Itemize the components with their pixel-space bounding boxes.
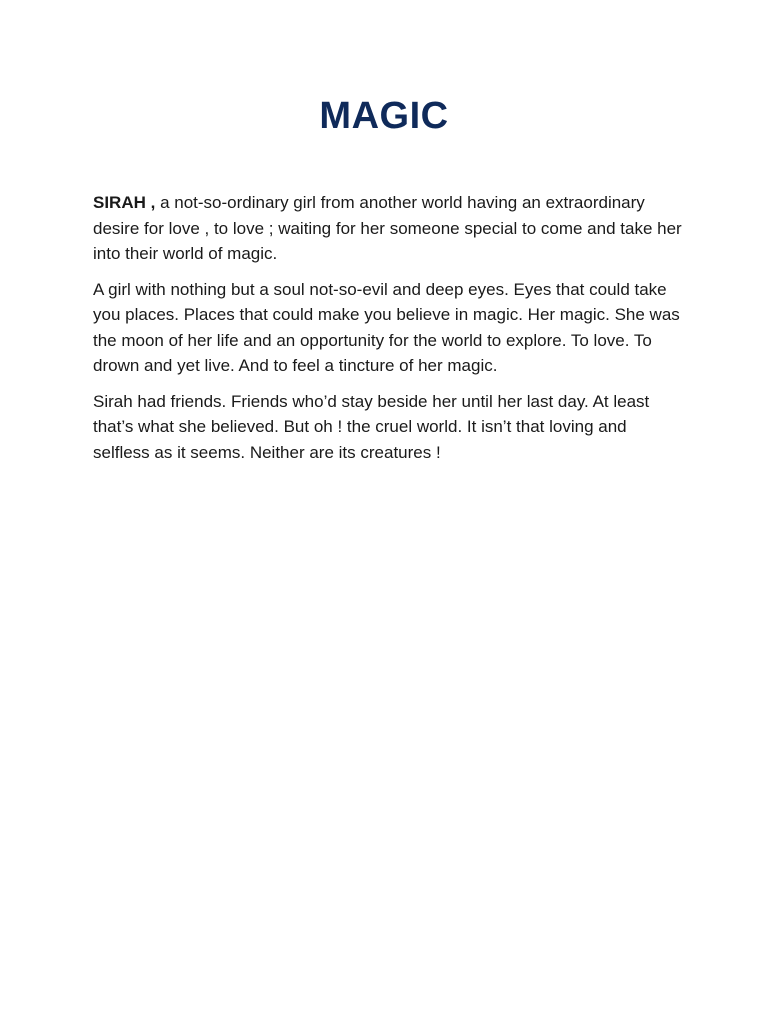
paragraph-1	[93, 190, 683, 267]
character-name: SIRAH ,	[93, 193, 156, 212]
document-body	[93, 190, 683, 475]
document-title: MAGIC	[319, 95, 449, 137]
paragraph-1-text: a not-so-ordinary girl from another world having an extraordinary desire for love , to love ; waiting for her someone special to come and take her into their world of magic.	[93, 193, 682, 263]
paragraph-3: Sirah had friends. Friends who’d stay beside her until her last day. At least that’s what she believed. But oh ! the cruel world. It isn’t that loving and selfless as it seems. Neither are its creatures !	[93, 391, 650, 462]
paragraph-2: A girl with nothing but a soul not-so-evil and deep eyes. Eyes that could take you places. Places that could make you believe in magic. Her magic. She was the moon of her life and an opportunity for the world to explore. To love. To drown and yet live. And to feel a tincture of her magic.	[93, 279, 680, 375]
